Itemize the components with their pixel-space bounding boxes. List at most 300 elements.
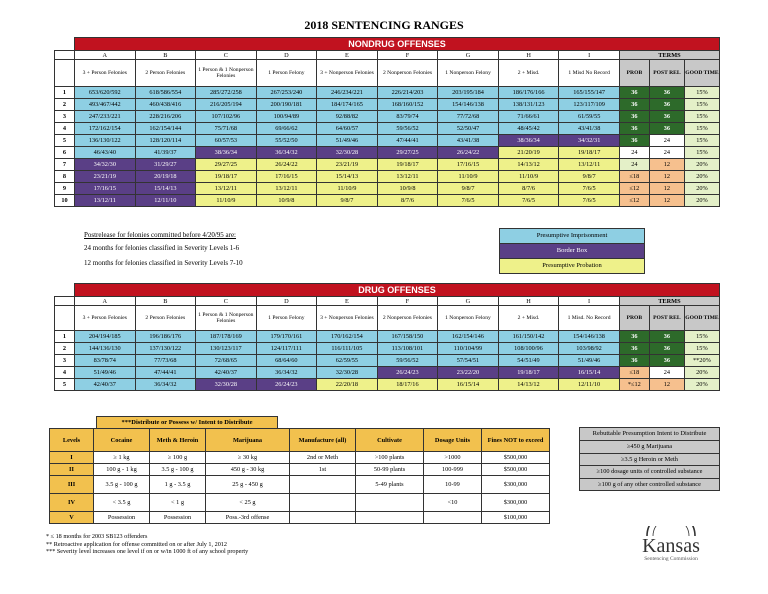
table-row — [55, 135, 720, 147]
footnote-3: *** Severity level increases one level if on or w/in 1000 ft of any school property — [46, 548, 249, 556]
distribute-cell: 1 g - 3.5 g — [150, 476, 206, 494]
col-letter: F — [377, 51, 438, 60]
range-cell: 162/154/144 — [135, 123, 196, 135]
distribute-cell: >100 plants — [356, 452, 424, 464]
range-cell: 11/10/9 — [317, 183, 378, 195]
range-cell: 226/214/203 — [377, 87, 438, 99]
col-heading: 1 Person Felony — [256, 306, 317, 331]
legend — [499, 228, 645, 274]
terms-cell: 15% — [684, 343, 719, 355]
rebuttable-item: ≥450 g Marijuana — [580, 441, 719, 454]
distribute-cell: Poss.-3rd offense — [206, 512, 290, 524]
range-cell: 9/8/7 — [559, 171, 620, 183]
range-cell: 618/586/554 — [135, 87, 196, 99]
distribute-cell: < 1 g — [150, 494, 206, 512]
range-cell: 7/6/5 — [438, 195, 499, 207]
col-heading: 2 Nonperson Felonies — [377, 60, 438, 87]
range-cell: 48/45/42 — [498, 123, 559, 135]
range-cell: 13/12/11 — [377, 171, 438, 183]
terms-cell: 36 — [619, 331, 649, 343]
col-heading: 1 Person & 1 Nonperson Felonies — [196, 60, 257, 87]
distribute-cell: 1st — [290, 464, 356, 476]
col-heading: 3 + Nonperson Felonies — [317, 60, 378, 87]
distribute-cell: 100 g - 1 kg — [94, 464, 150, 476]
range-cell: 72/68/65 — [196, 355, 257, 367]
terms-cell: 20% — [684, 159, 719, 171]
table-row — [50, 452, 550, 464]
col-heading: 2 Nonperson Felonies — [377, 306, 438, 331]
range-cell: 42/40/37 — [75, 379, 136, 391]
terms-cell: 36 — [619, 135, 649, 147]
col-letter: D — [256, 297, 317, 306]
range-cell: 61/59/55 — [559, 111, 620, 123]
terms-cell: ≤18 — [619, 171, 649, 183]
terms-cell: 24 — [649, 367, 684, 379]
range-cell: 83/78/74 — [75, 355, 136, 367]
range-cell: 7/6/5 — [559, 195, 620, 207]
range-cell: 247/233/221 — [75, 111, 136, 123]
severity-level: 9 — [55, 183, 75, 195]
distribute-cell — [356, 494, 424, 512]
col-letter: D — [256, 51, 317, 60]
range-cell: 43/41/38 — [438, 135, 499, 147]
kansas-logo — [632, 526, 710, 562]
terms-cell: 36 — [649, 123, 684, 135]
col-letter: E — [317, 51, 378, 60]
col-heading: 2 + Misd. — [498, 60, 559, 87]
col-heading: 1 Person Felony — [256, 60, 317, 87]
range-cell: 203/195/184 — [438, 87, 499, 99]
severity-level: 4 — [55, 367, 75, 379]
severity-level: 10 — [55, 195, 75, 207]
postrelease-line2: 12 months for felonies classified in Severity Levels 7-10 — [84, 259, 243, 267]
range-cell: 54/51/49 — [498, 355, 559, 367]
range-cell: 71/66/61 — [498, 111, 559, 123]
range-cell: 26/24/22 — [256, 159, 317, 171]
range-cell: 136/130/122 — [75, 135, 136, 147]
distribute-cell: III — [50, 476, 94, 494]
distribute-cell — [424, 512, 482, 524]
distribute-cell: 2nd or Meth — [290, 452, 356, 464]
range-cell: 34/32/31 — [559, 135, 620, 147]
col-letter: B — [135, 297, 196, 306]
range-cell: 18/17/16 — [377, 379, 438, 391]
terms-cell: 20% — [684, 183, 719, 195]
severity-level: 5 — [55, 379, 75, 391]
distribute-cell: $100,000 — [482, 512, 550, 524]
logo-name: Kansas — [642, 535, 700, 557]
range-cell: 29/27/25 — [377, 147, 438, 159]
range-cell: 23/21/19 — [317, 159, 378, 171]
terms-cell: 36 — [619, 111, 649, 123]
col-heading: 3 + Nonperson Felonies — [317, 306, 378, 331]
range-cell: 130/123/117 — [196, 343, 257, 355]
range-cell: 60/57/53 — [196, 135, 257, 147]
range-cell: 19/18/17 — [196, 171, 257, 183]
range-cell: 228/216/206 — [135, 111, 196, 123]
table-row — [55, 379, 720, 391]
range-cell: 13/12/11 — [75, 195, 136, 207]
distribute-cell: ≥ 30 kg — [206, 452, 290, 464]
rebuttable-title: Rebuttable Presumption Intent to Distribute — [580, 428, 719, 441]
col-letter: F — [377, 297, 438, 306]
distribute-table — [49, 428, 550, 524]
range-cell: 172/162/154 — [75, 123, 136, 135]
terms-cell: 36 — [619, 99, 649, 111]
range-cell: 184/174/165 — [317, 99, 378, 111]
table-row — [55, 99, 720, 111]
drug-table — [54, 283, 720, 391]
col-heading: 1 Person & 1 Nonperson Felonies — [196, 306, 257, 331]
range-cell: 42/40/37 — [196, 367, 257, 379]
range-cell: 216/205/194 — [196, 99, 257, 111]
range-cell: 653/620/592 — [75, 87, 136, 99]
distribute-cell — [290, 494, 356, 512]
distribute-heading: Cultivate — [356, 429, 424, 452]
range-cell: 38/36/34 — [196, 147, 257, 159]
severity-level: 8 — [55, 171, 75, 183]
range-cell: 128/120/114 — [135, 135, 196, 147]
terms-cell: 12 — [649, 195, 684, 207]
terms-cell: ≤12 — [619, 183, 649, 195]
range-cell: 14/13/12 — [498, 379, 559, 391]
range-cell: 137/130/122 — [135, 343, 196, 355]
range-cell: 62/59/55 — [317, 355, 378, 367]
distribute-heading: Manufacture (all) — [290, 429, 356, 452]
terms-cell: 36 — [649, 99, 684, 111]
terms-heading: GOOD TIME — [684, 306, 719, 331]
range-cell: 493/467/442 — [75, 99, 136, 111]
range-cell: 32/30/28 — [317, 367, 378, 379]
range-cell: 59/56/52 — [377, 123, 438, 135]
range-cell: 144/136/130 — [75, 343, 136, 355]
terms-cell: 36 — [649, 355, 684, 367]
terms-heading: GOOD TIME — [684, 60, 719, 87]
rebuttable-item: ≥100 dosage units of controlled substance — [580, 466, 719, 479]
terms-cell: 15% — [684, 111, 719, 123]
range-cell: 124/117/111 — [256, 343, 317, 355]
table-row — [55, 147, 720, 159]
range-cell: 51/49/46 — [75, 367, 136, 379]
range-cell: 8/7/6 — [498, 183, 559, 195]
terms-cell: 36 — [649, 111, 684, 123]
distribute-cell: V — [50, 512, 94, 524]
range-cell: 7/6/5 — [559, 183, 620, 195]
range-cell: 69/66/62 — [256, 123, 317, 135]
footnotes — [46, 533, 248, 556]
severity-level: 3 — [55, 355, 75, 367]
distribute-cell: IV — [50, 494, 94, 512]
range-cell: 116/111/105 — [317, 343, 378, 355]
range-cell: 32/30/28 — [317, 147, 378, 159]
range-cell: 38/36/34 — [498, 135, 559, 147]
col-letter: H — [498, 51, 559, 60]
range-cell: 10/9/8 — [377, 183, 438, 195]
distribute-cell: 25 g - 450 g — [206, 476, 290, 494]
distribute-cell: 10-99 — [424, 476, 482, 494]
table-row — [55, 159, 720, 171]
severity-level: 6 — [55, 147, 75, 159]
range-cell: 460/438/416 — [135, 99, 196, 111]
range-cell: 246/234/221 — [317, 87, 378, 99]
distribute-cell — [290, 512, 356, 524]
range-cell: 16/15/14 — [438, 379, 499, 391]
range-cell: 26/24/23 — [377, 367, 438, 379]
terms-cell: 36 — [619, 343, 649, 355]
distribute-heading: Marijuana — [206, 429, 290, 452]
distribute-cell: < 25 g — [206, 494, 290, 512]
col-heading: 1 Misd. No Record — [559, 306, 620, 331]
range-cell: 20/19/18 — [135, 171, 196, 183]
range-cell: 162/154/146 — [438, 331, 499, 343]
terms-cell: 20% — [684, 195, 719, 207]
terms-cell: 36 — [619, 123, 649, 135]
legend-imprisonment: Presumptive Imprisonment — [500, 229, 644, 244]
col-letter: B — [135, 51, 196, 60]
range-cell: 17/16/15 — [256, 171, 317, 183]
distribute-heading: Fines NOT to exceed — [482, 429, 550, 452]
table-row — [50, 494, 550, 512]
range-cell: 21/20/19 — [498, 147, 559, 159]
distribute-cell: $500,000 — [482, 464, 550, 476]
table-row — [50, 512, 550, 524]
distribute-cell: <10 — [424, 494, 482, 512]
terms-cell: ≤18 — [619, 367, 649, 379]
distribute-heading: Dosage Units — [424, 429, 482, 452]
range-cell: 75/71/68 — [196, 123, 257, 135]
range-cell: 51/49/46 — [317, 135, 378, 147]
postrelease-heading: Postrelease for felonies committed before 4/20/95 are: — [84, 231, 237, 239]
postrelease-line1: 24 months for felonies classified in Severity Levels 1-6 — [84, 244, 240, 252]
distribute-cell: ≥ 1 kg — [94, 452, 150, 464]
table-row — [50, 476, 550, 494]
terms-cell: 20% — [684, 367, 719, 379]
col-letter: C — [196, 51, 257, 60]
col-letter: C — [196, 297, 257, 306]
range-cell: 55/52/50 — [256, 135, 317, 147]
severity-level: 1 — [55, 87, 75, 99]
distribute-cell: >1000 — [424, 452, 482, 464]
range-cell: 13/12/11 — [559, 159, 620, 171]
range-cell: 161/150/142 — [498, 331, 559, 343]
range-cell: 200/190/181 — [256, 99, 317, 111]
range-cell: 92/88/82 — [317, 111, 378, 123]
range-cell: 17/16/15 — [75, 183, 136, 195]
terms-cell: 15% — [684, 331, 719, 343]
terms-cell: 24 — [649, 135, 684, 147]
footnote-2: ** Retroactive application for offense committed on or after July 1, 2012 — [46, 540, 227, 548]
col-heading: 1 Misd No Record — [559, 60, 620, 87]
terms-heading: PROB — [619, 306, 649, 331]
range-cell: 100/94/89 — [256, 111, 317, 123]
range-cell: 11/10/9 — [196, 195, 257, 207]
range-cell: 36/34/32 — [135, 379, 196, 391]
distribute-cell: $300,000 — [482, 476, 550, 494]
range-cell: 59/56/52 — [377, 355, 438, 367]
range-cell: 23/22/20 — [438, 367, 499, 379]
terms-cell: 24 — [619, 147, 649, 159]
terms-cell: 12 — [649, 171, 684, 183]
range-cell: 41/39/37 — [135, 147, 196, 159]
table-row — [55, 195, 720, 207]
distribute-cell: 100-999 — [424, 464, 482, 476]
rebuttable-item: ≥3.5 g Heroin or Meth — [580, 454, 719, 467]
terms-heading: POST REL — [649, 306, 684, 331]
legend-probation: Presumptive Probation — [500, 259, 644, 273]
range-cell: 196/186/176 — [135, 331, 196, 343]
range-cell: 26/24/22 — [438, 147, 499, 159]
distribute-cell: $500,000 — [482, 452, 550, 464]
col-letter: A — [75, 297, 136, 306]
range-cell: 107/102/96 — [196, 111, 257, 123]
col-letter: A — [75, 51, 136, 60]
distribute-cell: 5-49 plants — [356, 476, 424, 494]
range-cell: 34/32/30 — [75, 159, 136, 171]
table-row — [55, 343, 720, 355]
terms-heading: PROB — [619, 60, 649, 87]
range-cell: 51/49/46 — [559, 355, 620, 367]
col-heading: 3 + Person Felonies — [75, 60, 136, 87]
col-heading: 1 Nonperson Felony — [438, 306, 499, 331]
range-cell: 19/18/17 — [559, 147, 620, 159]
distribute-cell: ≥ 100 g — [150, 452, 206, 464]
legend-border-box: Border Box — [500, 244, 644, 259]
terms-cell: 15% — [684, 123, 719, 135]
terms-cell: ≤12 — [619, 195, 649, 207]
distribute-heading: Cocaine — [94, 429, 150, 452]
footnote-1: * ≤ 18 months for 2003 SB123 offenders — [46, 533, 148, 540]
severity-level: 2 — [55, 343, 75, 355]
range-cell: 186/176/166 — [498, 87, 559, 99]
range-cell: 285/272/258 — [196, 87, 257, 99]
range-cell: 19/18/17 — [377, 159, 438, 171]
terms-cell: 36 — [649, 343, 684, 355]
rebuttable-item: ≥100 g of any other controlled substance — [598, 480, 701, 488]
range-cell: 32/30/28 — [196, 379, 257, 391]
terms-cell: 36 — [619, 355, 649, 367]
range-cell: 108/100/96 — [498, 343, 559, 355]
range-cell: 47/44/41 — [377, 135, 438, 147]
range-cell: 77/73/68 — [135, 355, 196, 367]
distribute-cell: Possession — [150, 512, 206, 524]
terms-cell: 20% — [684, 379, 719, 391]
table-row — [55, 123, 720, 135]
range-cell: 123/117/109 — [559, 99, 620, 111]
range-cell: 138/131/123 — [498, 99, 559, 111]
range-cell: 52/50/47 — [438, 123, 499, 135]
range-cell: 83/79/74 — [377, 111, 438, 123]
terms-cell: 12 — [649, 183, 684, 195]
terms-cell: 12 — [649, 159, 684, 171]
terms-cell: 15% — [684, 147, 719, 159]
distribute-cell: II — [50, 464, 94, 476]
range-cell: 103/98/92 — [559, 343, 620, 355]
range-cell: 7/6/5 — [498, 195, 559, 207]
col-heading: 2 Person Felonies — [135, 306, 196, 331]
distribute-caption: ***Distribute or Possess w/ Intent to Distribute — [96, 416, 278, 429]
logo-sub: Sentencing Commission — [644, 556, 698, 562]
range-cell: 43/41/38 — [559, 123, 620, 135]
nondrug-banner: NONDRUG OFFENSES — [75, 38, 720, 51]
range-cell: 267/253/240 — [256, 87, 317, 99]
range-cell: 167/158/150 — [377, 331, 438, 343]
col-letter: H — [498, 297, 559, 306]
range-cell: 110/104/99 — [438, 343, 499, 355]
range-cell: 11/10/9 — [498, 171, 559, 183]
range-cell: 23/21/19 — [75, 171, 136, 183]
range-cell: 77/72/68 — [438, 111, 499, 123]
table-row — [50, 464, 550, 476]
terms-cell: 36 — [649, 87, 684, 99]
col-letter: E — [317, 297, 378, 306]
table-row — [55, 367, 720, 379]
distribute-cell: $300,000 — [482, 494, 550, 512]
range-cell: 68/64/60 — [256, 355, 317, 367]
distribute-cell — [290, 476, 356, 494]
terms-cell: 15% — [684, 99, 719, 111]
severity-level: 7 — [55, 159, 75, 171]
range-cell: 57/54/51 — [438, 355, 499, 367]
terms-cell: 24 — [619, 159, 649, 171]
distribute-cell: Possession — [94, 512, 150, 524]
range-cell: 64/60/57 — [317, 123, 378, 135]
page-title: 2018 SENTENCING RANGES — [304, 18, 464, 32]
col-letter: I — [559, 51, 620, 60]
range-cell: 154/146/138 — [559, 331, 620, 343]
range-cell: 46/43/40 — [75, 147, 136, 159]
table-row — [55, 183, 720, 195]
range-cell: 31/29/27 — [135, 159, 196, 171]
table-row — [55, 171, 720, 183]
nondrug-table — [54, 37, 720, 207]
range-cell: 36/34/32 — [256, 147, 317, 159]
range-cell: 9/8/7 — [317, 195, 378, 207]
range-cell: 29/27/25 — [196, 159, 257, 171]
range-cell: 11/10/9 — [438, 171, 499, 183]
range-cell: 12/11/10 — [135, 195, 196, 207]
col-letter: I — [559, 297, 620, 306]
terms-cell: 24 — [649, 147, 684, 159]
range-cell: 113/108/101 — [377, 343, 438, 355]
terms-cell: 12 — [649, 379, 684, 391]
table-row — [55, 355, 720, 367]
range-cell: 13/12/11 — [196, 183, 257, 195]
distribute-cell: 50-99 plants — [356, 464, 424, 476]
range-cell: 204/194/185 — [75, 331, 136, 343]
table-row — [55, 111, 720, 123]
range-cell: 165/155/147 — [559, 87, 620, 99]
col-heading: 3 + Person Felonies — [75, 306, 136, 331]
col-heading: 1 Nonperson Felony — [438, 60, 499, 87]
terms-header: TERMS — [619, 51, 719, 60]
terms-cell: *≤12 — [619, 379, 649, 391]
range-cell: 15/14/13 — [135, 183, 196, 195]
terms-cell: 36 — [649, 331, 684, 343]
terms-cell: 20% — [684, 171, 719, 183]
col-heading: 2 + Misd. — [498, 306, 559, 331]
range-cell: 14/13/12 — [498, 159, 559, 171]
col-heading: 2 Person Felonies — [135, 60, 196, 87]
terms-cell: 36 — [619, 87, 649, 99]
range-cell: 15/14/13 — [317, 171, 378, 183]
distribute-cell: 3.5 g - 100 g — [94, 476, 150, 494]
terms-heading: POST REL — [649, 60, 684, 87]
range-cell: 16/15/14 — [559, 367, 620, 379]
distribute-heading: Levels — [50, 429, 94, 452]
col-letter: G — [438, 51, 499, 60]
range-cell: 8/7/6 — [377, 195, 438, 207]
terms-cell: 15% — [684, 87, 719, 99]
